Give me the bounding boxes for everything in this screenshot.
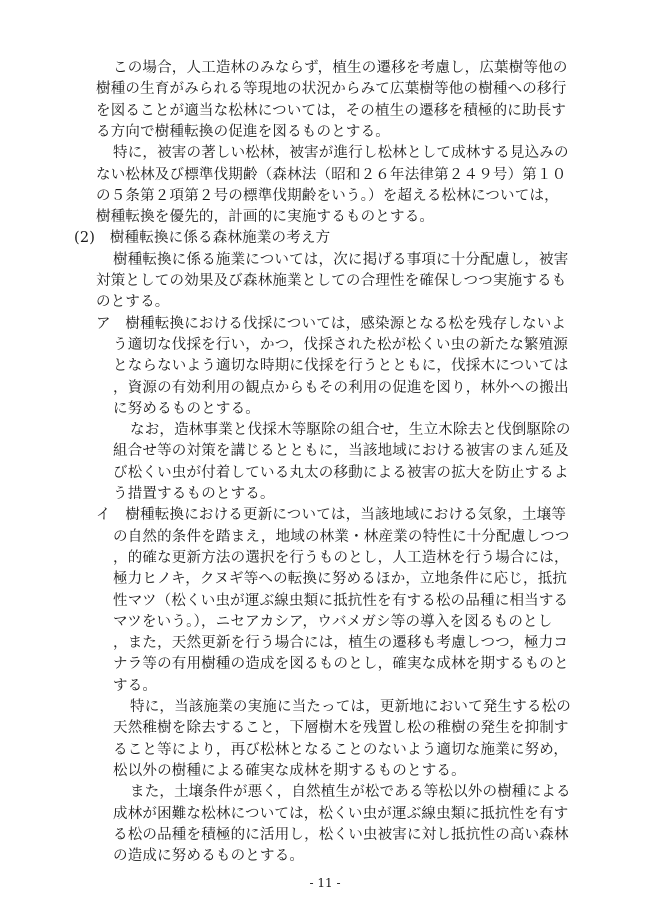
text-line: の５条第２項第２号の標準伐期齢をいう。）を超える松林については， (96, 187, 559, 204)
text-line: ること等により，再び松林となることのないよう適切な施業に努め， (113, 741, 569, 758)
text-line: 特に，被害の著しい松林，被害が進行し松林として成林する見込みの (113, 145, 569, 162)
text-line: ，また，天然更新を行う場合には，植生の遷移も考慮しつつ，極力コ (113, 635, 569, 652)
text-line: 性マツ（松くい虫が運ぶ線虫類に抵抗性を有する松の品種に相当する (113, 592, 569, 609)
text-line: 特に，当該施業の実施に当たっては，更新地において発生する松の (130, 699, 571, 715)
text-line: に努めるものとする。 (113, 400, 260, 417)
text-line: を図ることが適当な松林については，その植生の遷移を積極的に助長す (96, 102, 567, 119)
text-line: する。 (113, 677, 158, 694)
text-line: 極力ヒノキ，クヌギ等への転換に努めるほか，立地条件に応じ，抵抗 (113, 571, 568, 588)
text-line: 成林が困難な松林については，松くい虫が運ぶ線虫類に抵抗性を有す (113, 805, 569, 822)
text-line: 樹種転換に係る施業については，次に掲げる事項に十分配慮し，被害 (113, 251, 569, 268)
page-number: - 11 - (309, 876, 341, 891)
list-item-i: イ 樹種転換における更新については，当該地域における気象，土壌等 (96, 507, 567, 524)
text-line: 天然稚樹を除去すること，下層樹木を残置し松の稚樹の発生を抑制す (113, 720, 569, 737)
text-line: 松以外の樹種による確実な成林を期するものとする。 (113, 762, 466, 779)
list-item-a: ア 樹種転換における伐採については，感染源となる松を残存しないよ (96, 315, 567, 332)
text-line: この場合，人工造林のみならず，植生の遷移を考慮し，広葉樹等他の (113, 60, 568, 76)
text-line: マツをいう。），ニセアカシア，ウバメガシ等の導入を図るものとし (113, 613, 553, 630)
text-line: 対策としての効果及び森林施業としての合理性を確保しつつ実施するも (96, 273, 567, 289)
text-line: とならないよう適切な時期に伐採を行うとともに，伐採木については (113, 358, 569, 375)
text-line: の造成に努めるものとする。 (113, 848, 305, 865)
text-line: う措置するものとする。 (113, 486, 275, 502)
text-line: ，的確な更新方法の選択を行うものとし，人工造林を行う場合には， (113, 549, 569, 566)
text-line: の自然的条件を踏まえ，地域の林業・林産業の特性に十分配慮しつつ (113, 528, 570, 545)
text-line: 樹種転換を優先的，計画的に実施するものとする。 (96, 209, 435, 226)
text-line: 組合せ等の対策を講じるとともに，当該地域における被害のまん延及 (113, 443, 569, 460)
text-line: のとする。 (96, 294, 170, 311)
text-line: また，土壌条件が悪く，自然植生が松である等松以外の樹種による (130, 784, 571, 801)
text-line: び松くい虫が付着している丸太の移動による被害の拡大を防止するよ (113, 464, 569, 481)
text-line: ，資源の有効利用の観点からもその利用の促進を図り，林外への搬出 (113, 379, 569, 396)
text-line: 樹種の生育がみられる等現地の状況からみて広葉樹等他の樹種への移行 (96, 81, 567, 98)
text-line: なお，造林事業と伐採木等駆除の組合せ，生立木除去と伐倒駆除の (130, 422, 571, 439)
text-line: る松の品種を積極的に活用し，松くい虫被害に対し抵抗性の高い森林 (113, 826, 569, 843)
text-line: ナラ等の有用樹種の造成を図るものとし，確実な成林を期するものと (113, 656, 569, 673)
text-line: う適切な伐採を行い，かつ，伐採された松が松くい虫の新たな繁殖源 (113, 336, 569, 353)
text-line: る方向で樹種転換の促進を図るものとする。 (96, 123, 390, 140)
text-line: ない松林及び標準伐期齢（森林法（昭和２６年法律第２４９号）第１０ (96, 166, 567, 183)
section-heading: (2) 樹種転換に係る森林施業の考え方 (74, 230, 331, 247)
